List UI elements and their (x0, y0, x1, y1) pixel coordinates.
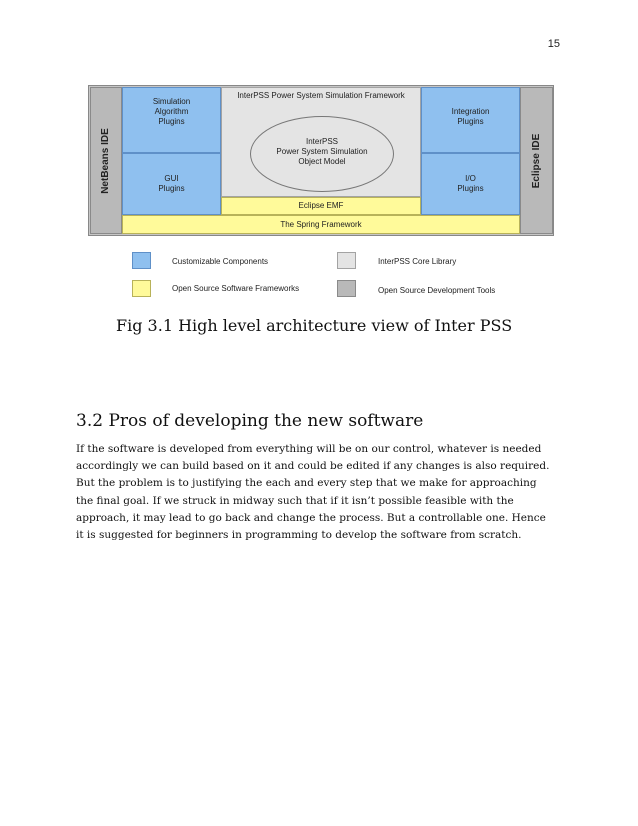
integration-plugins-line-2: Plugins (457, 117, 484, 126)
simulation-plugins-line-1: Simulation (152, 97, 191, 106)
legend-swatch-tools (337, 280, 356, 297)
io-plugins-line-2: Plugins (457, 184, 484, 193)
object-model-label (251, 137, 393, 167)
legend-customizable: Customizable Components (172, 257, 269, 266)
io-plugins-line-1: I/O (465, 174, 476, 183)
core-framework-block (221, 87, 421, 197)
netbeans-ide-label: NetBeans IDE (100, 127, 111, 194)
legend-swatch-frameworks (132, 280, 151, 297)
figure-caption: Fig 3.1 High level architecture view of Inter PSS (116, 316, 513, 335)
section-heading: 3.2 Pros of developing the new software (76, 411, 424, 431)
spring-framework-block (122, 215, 520, 234)
paragraph-line-1: If the software is developed from everything will be on our control, whatever is needed (76, 443, 542, 455)
eclipse-ide-block (520, 87, 553, 234)
object-model-line-3: Object Model (298, 157, 346, 166)
simulation-plugins-line-3: Plugins (158, 117, 185, 126)
legend-frameworks: Open Source Software Frameworks (172, 284, 300, 293)
io-plugins-block (421, 153, 520, 215)
object-model-line-2: Power System Simulation (276, 147, 368, 156)
spring-framework-label: The Spring Framework (280, 219, 362, 229)
gui-plugins-block (122, 153, 221, 215)
object-model-ellipse (250, 116, 394, 192)
legend-swatch-customizable (132, 252, 151, 269)
page-number: 15 (547, 38, 560, 50)
body-paragraph (76, 441, 581, 544)
legend-core: InterPSS Core Library (378, 257, 457, 266)
legend-tools: Open Source Development Tools (378, 286, 496, 295)
paragraph-line-6: it is suggested for beginners in programming to develop the software from scratch. (76, 529, 522, 542)
architecture-diagram (88, 85, 554, 236)
paragraph-line-5: approach, it may lead to go back and change the process. But a controllable one. Hence (76, 511, 546, 524)
legend-swatch-core (337, 252, 356, 269)
integration-plugins-line-1: Integration (451, 107, 490, 116)
paragraph-line-4: the final goal. If we struck in midway such that if it isn’t possible feasible with the (76, 494, 514, 507)
framework-title: InterPSS Power System Simulation Framework (237, 91, 405, 100)
integration-plugins-block (421, 87, 520, 153)
gui-plugins-line-2: Plugins (158, 184, 185, 193)
paragraph-line-2: accordingly we can build based on it and could be edited if any changes is also required. (76, 460, 550, 473)
paragraph-line-3: But the problem is to justifying the each and every step that we make for approaching (76, 477, 537, 490)
gui-plugins-line-1: GUI (164, 174, 179, 183)
simulation-plugins-block (122, 87, 221, 153)
object-model-line-1: InterPSS (305, 137, 338, 146)
netbeans-ide-block (90, 87, 122, 234)
eclipse-ide-label: Eclipse IDE (530, 133, 542, 188)
eclipse-emf-label: Eclipse EMF (298, 201, 344, 210)
eclipse-emf-block (221, 197, 421, 215)
simulation-plugins-line-2: Algorithm (154, 107, 189, 116)
